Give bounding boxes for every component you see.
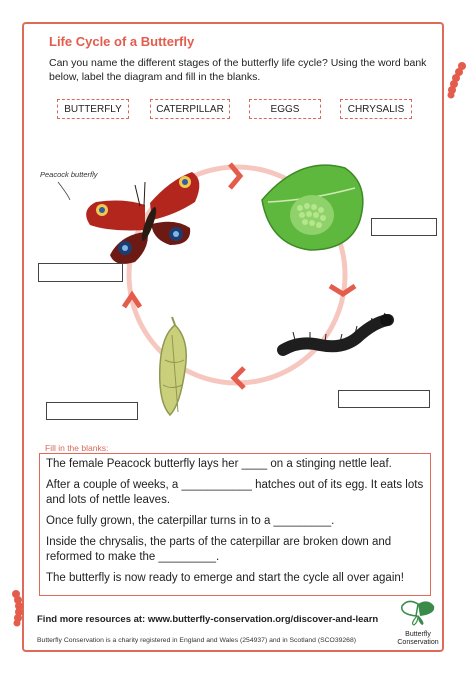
nettle-leaf-with-eggs	[262, 165, 363, 250]
label-box-butterfly[interactable]	[38, 263, 123, 282]
fill-in-box	[39, 453, 431, 596]
peacock-butterfly-image	[86, 172, 199, 264]
word-bank-chrysalis: CHRYSALIS	[340, 99, 412, 119]
word-bank-eggs: EGGS	[249, 99, 321, 119]
sentence-chrysalis: Once fully grown, the caterpillar turns in to a _________.	[46, 515, 335, 527]
sentence-caterpillar: After a couple of weeks, a ___________ hatches out of its egg. It eats lots and lots of nettle leaves.	[46, 479, 424, 506]
butterfly-conservation-logo	[393, 600, 443, 646]
worksheet-title: Life Cycle of a Butterfly	[49, 34, 195, 49]
fill-in-heading: Fill in the blanks:	[45, 443, 109, 453]
peacock-butterfly-label: Peacock butterfly	[40, 170, 98, 179]
label-box-chrysalis[interactable]	[46, 402, 138, 420]
sentence-cycle: The butterfly is now ready to emerge and start the cycle all over again!	[46, 572, 404, 584]
chrysalis-image	[160, 317, 187, 415]
pointer-arrow	[58, 182, 70, 200]
logo-label: Butterfly Conservation	[397, 631, 439, 646]
caterpillar-decoration-top-right	[440, 60, 470, 100]
charity-registration-text: Butterfly Conservation is a charity registered in England and Wales (254937) and in Scotland (SCO39268)	[37, 637, 356, 644]
label-box-caterpillar[interactable]	[338, 390, 430, 408]
label-box-eggs[interactable]	[371, 218, 437, 236]
word-bank-butterfly: BUTTERFLY	[57, 99, 129, 119]
sentence-eggs: The female Peacock butterfly lays her ____ on a stinging nettle leaf.	[46, 458, 392, 470]
caterpillar-decoration-bottom-left	[6, 588, 28, 628]
resources-link[interactable]: Find more resources at: www.butterfly-conservation.org/discover-and-learn	[37, 614, 379, 625]
intro-text: Can you name the different stages of the butterfly life cycle? Using the word bank below, label the diagram and fill in the blanks.	[49, 57, 427, 83]
sentence-butterfly: Inside the chrysalis, the parts of the caterpillar are broken down and reformed to make the _________.	[46, 536, 392, 563]
word-bank-caterpillar: CATERPILLAR	[150, 99, 230, 119]
